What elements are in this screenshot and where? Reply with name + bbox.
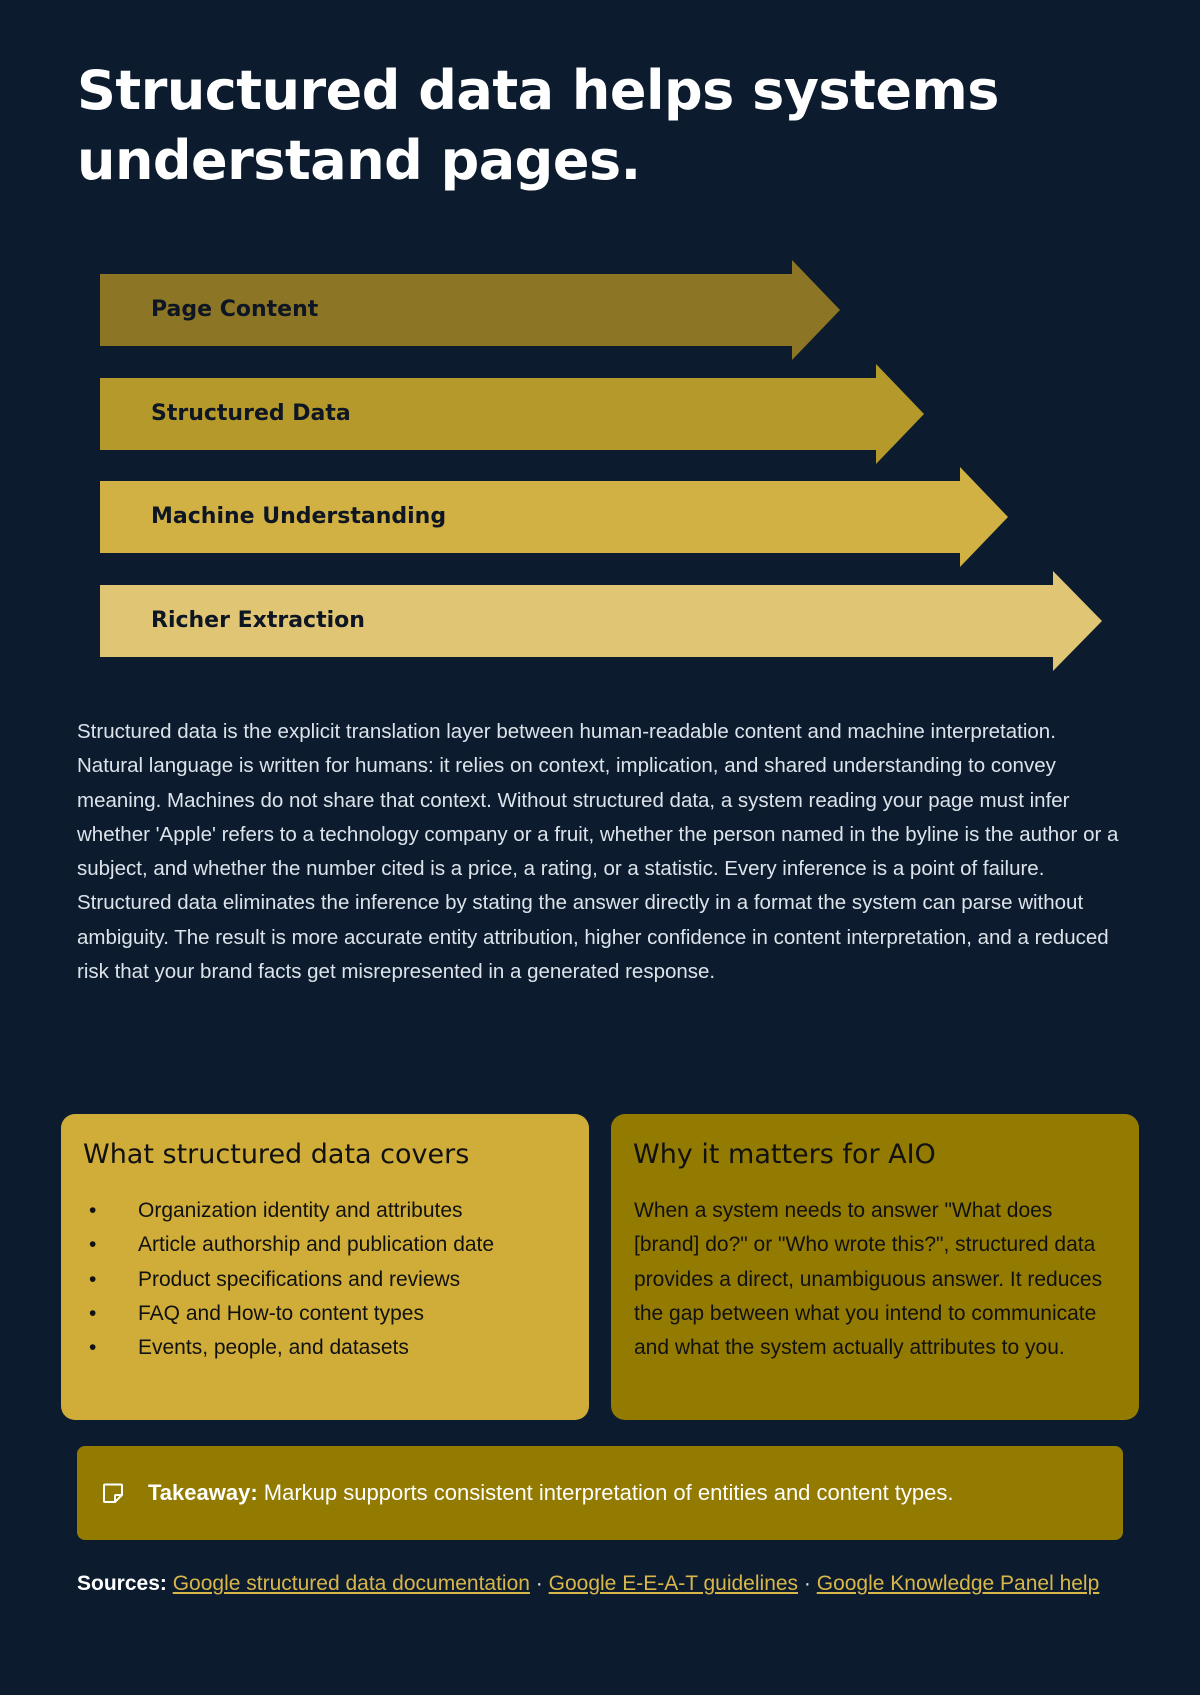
list-item [83,1263,494,1297]
list-item [83,1228,494,1262]
arrow-step-machine-understanding [100,467,1008,567]
arrow-label: Machine Understanding [151,504,447,529]
list-item-text: Organization identity and attributes [138,1199,463,1222]
source-link-structured-data-docs[interactable]: Google structured data documentation [172,1572,530,1595]
takeaway-label: Takeaway: [148,1480,258,1505]
source-separator: · [535,1572,543,1595]
why-card [611,1114,1139,1420]
bullet-icon: • [89,1267,97,1291]
arrow-label: Richer Extraction [151,608,365,633]
covers-card-title: What structured data covers [83,1139,470,1170]
note-icon [102,1482,124,1509]
why-card-text: When a system needs to answer "What does [brand] do?" or "Who wrote this?", structured data provides a direct, unambiguous answer. It reduces the gap between what you intend to communicate and what the system actually attributes to you. [634,1199,1103,1360]
page-title: Structured data helps systems understand pages. [77,59,999,192]
why-card-title: Why it matters for AIO [633,1139,936,1170]
arrow-label: Structured Data [151,401,351,426]
takeaway-text-line [148,1446,954,1540]
source-link-eeat-guidelines[interactable]: Google E-E-A-T guidelines [548,1572,799,1595]
body-paragraph: Structured data is the explicit translation layer between human-readable content and machine interpretation. Natural language is written for humans: it relies on context, implication, and shared understanding to convey meaning. Machines do not share that context. Without structured data, a system reading your page must infer whether 'Apple' refers to a technology company or a fruit, whether the person named in the byline is the author or a subject, and whether the number cited is a price, a rating, or a statistic. Every inference is a point of failure. Structured data eliminates the inference by stating the answer directly in a format the system can parse without ambiguity. The result is more accurate entity attribution, higher confidence in content interpretation, and a reduced risk that your brand facts get misrepresented in a generated response. [77,720,1119,984]
list-item [83,1331,494,1365]
list-item-text: Article authorship and publication date [138,1233,495,1257]
list-item-text: Events, people, and datasets [138,1336,409,1360]
list-item-text: FAQ and How-to content types [138,1301,424,1325]
takeaway-text: Markup supports consistent interpretation of entities and content types. [263,1480,954,1505]
arrow-label: Page Content [151,297,319,322]
takeaway-banner [77,1446,1123,1540]
bullet-icon: • [89,1199,97,1222]
arrow-step-page-content [100,260,840,360]
source-link-knowledge-panel-help[interactable]: Google Knowledge Panel help [816,1572,1100,1595]
covers-card [61,1114,589,1420]
bullet-icon: • [89,1301,97,1325]
bullet-icon: • [89,1336,97,1360]
arrow-step-richer-extraction [100,571,1102,671]
sources-label: Sources: [77,1572,167,1595]
sources [77,1567,1127,1601]
list-item [83,1297,494,1331]
covers-list [83,1194,494,1365]
bullet-icon: • [89,1233,97,1257]
arrow-step-structured-data [100,364,924,464]
source-separator: · [803,1572,811,1595]
list-item [83,1194,494,1228]
list-item-text: Product specifications and reviews [138,1267,461,1291]
